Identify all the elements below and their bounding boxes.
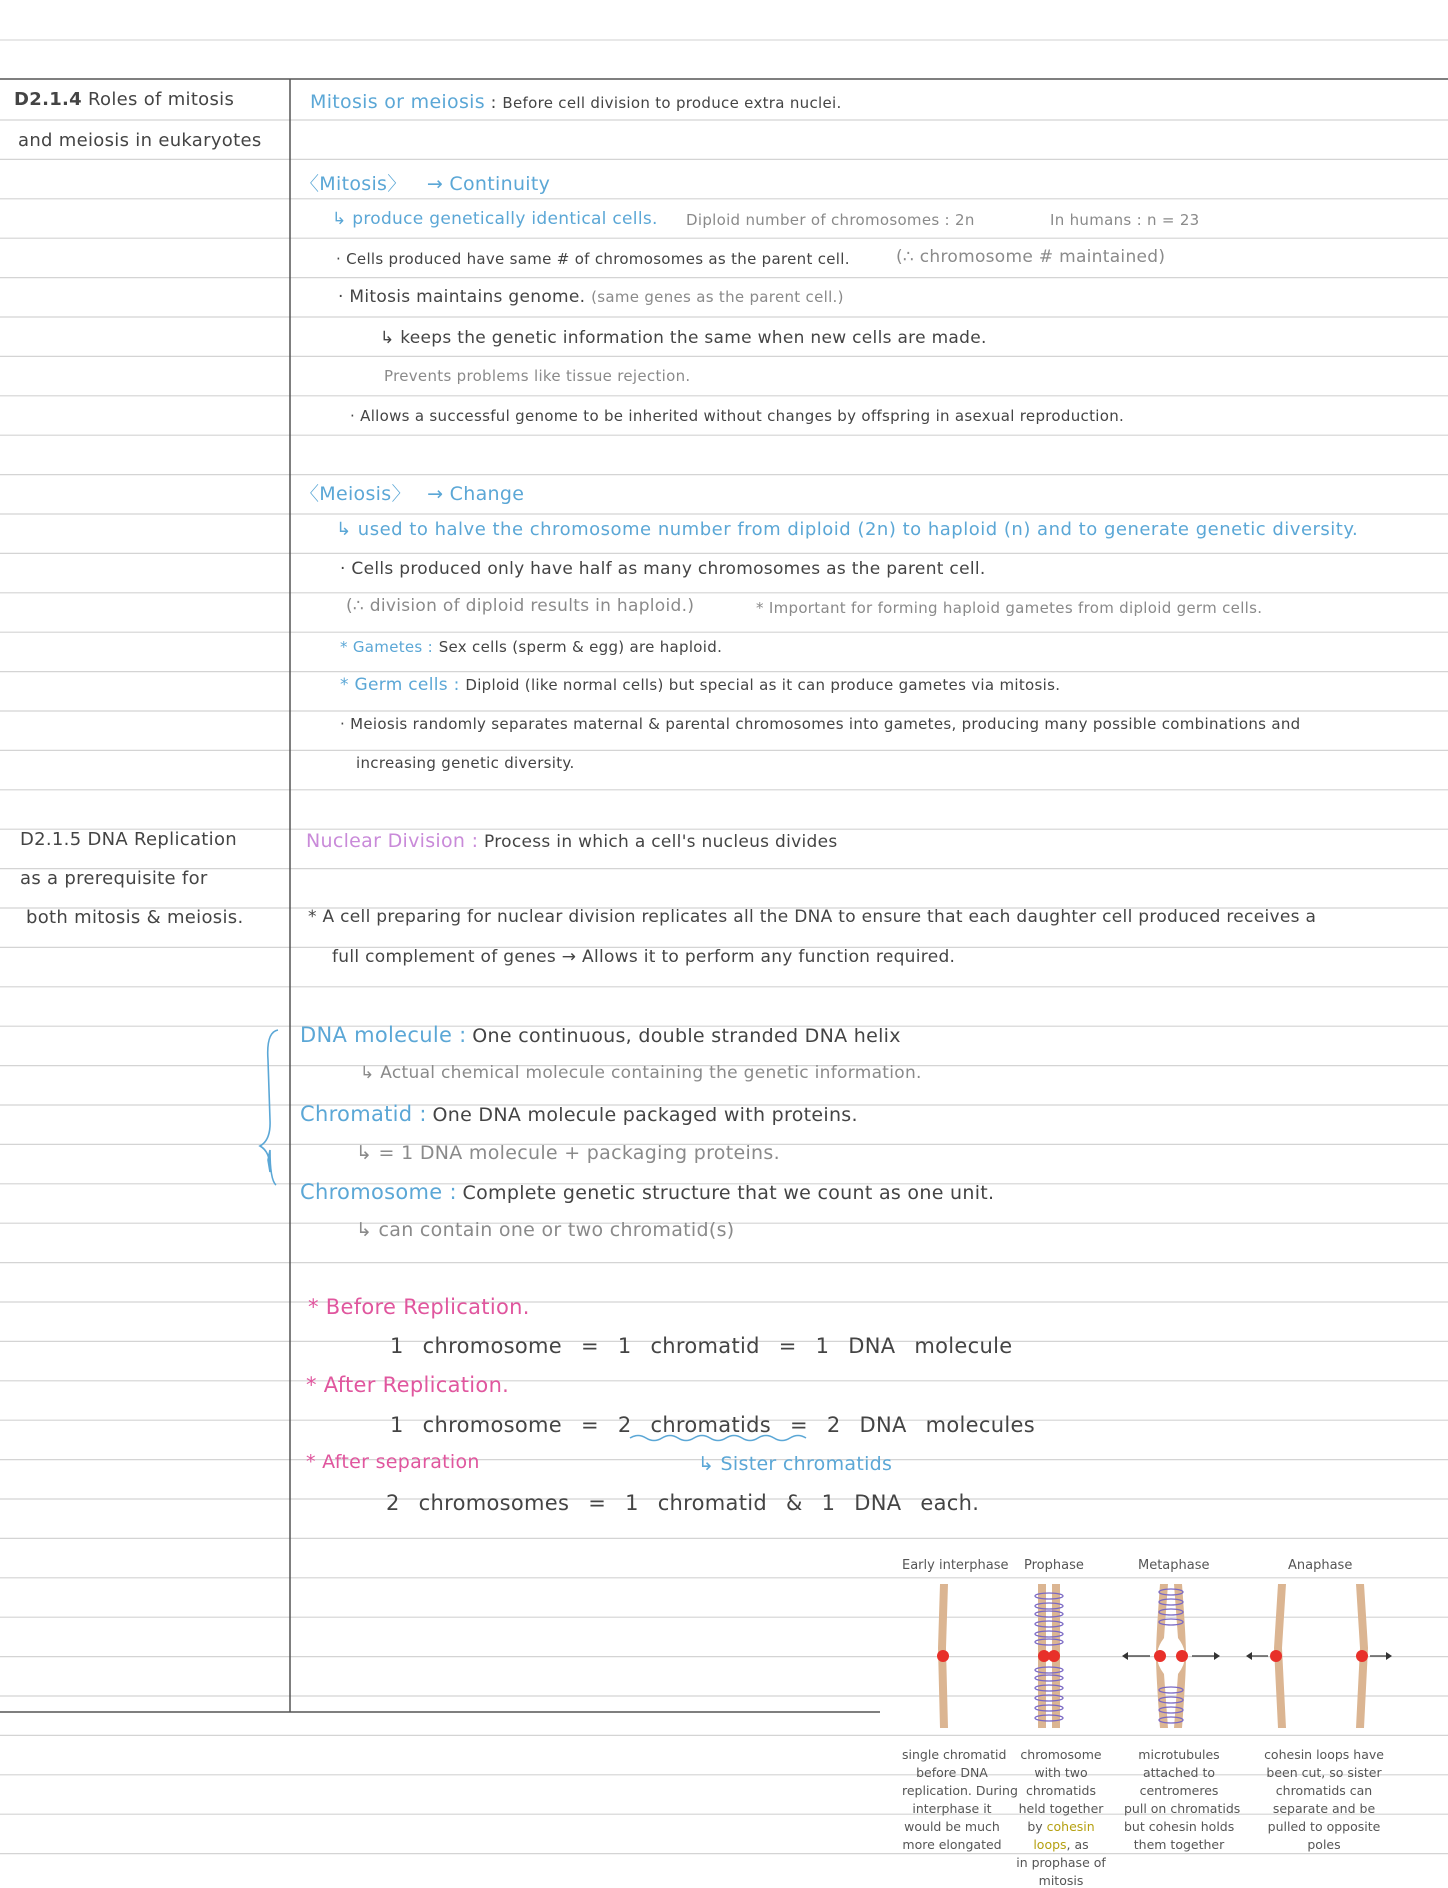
after-replication-eq-a: 1 chromosome = (390, 1413, 599, 1437)
dna-molecule-text: One continuous, double stranded DNA helix (472, 1025, 901, 1047)
meiosis-bullet-1: · Cells produced only have half as many chromosomes as the parent cell. (340, 559, 986, 579)
dna-molecule-def (300, 1023, 901, 1047)
section-1-title-line1 (14, 90, 234, 110)
chromosome-def (300, 1180, 994, 1204)
section-1-title: Roles of mitosis (88, 89, 235, 110)
chromatid-text: One DNA molecule packaged with proteins. (432, 1104, 858, 1126)
meiosis-bullet-2: · Meiosis randomly separates maternal & parental chromosomes into gametes, producing many possible combinations and (340, 715, 1301, 733)
dna-molecule-sub: ↳ Actual chemical molecule containing the genetic information. (360, 1063, 922, 1083)
mitosis-bullet-2-note: (same genes as the parent cell.) (591, 288, 844, 306)
chromosome-term: Chromosome : (300, 1180, 457, 1204)
chromatid-term: Chromatid : (300, 1102, 427, 1126)
caption-prophase-cohesin: cohesin (1046, 1819, 1095, 1834)
stage-label-early-interphase: Early interphase (902, 1558, 1009, 1573)
gametes-term: * Gametes : (340, 638, 433, 656)
brace-mark (260, 1030, 278, 1185)
meiosis-arrow: → Change (427, 483, 525, 505)
centromere (937, 1650, 949, 1662)
stage-label-anaphase: Anaphase (1288, 1558, 1353, 1573)
caption-prophase-pre: chromosome with two chromatids held together by (1018, 1747, 1104, 1834)
meiosis-sub: ↳ used to halve the chromosome number from diploid (2n) to haploid (n) and to generate genetic diversity. (336, 519, 1359, 540)
after-separation-equation: 2 chromosomes = 1 chromatid & 1 DNA each. (386, 1491, 980, 1515)
meiosis-bullet-1-star: * Important for forming haploid gametes from diploid germ cells. (756, 599, 1263, 617)
centromere (1048, 1650, 1060, 1662)
section-2-title-line1 (20, 830, 237, 850)
nuclear-star: * A cell preparing for nuclear division replicates all the DNA to ensure that each daughter cell produced receives a (308, 907, 1317, 927)
intro-text: Before cell division to produce extra nuclei. (502, 94, 842, 112)
intro-line (310, 91, 842, 113)
mitosis-heading-text: 〈Mitosis〉 (300, 173, 407, 195)
meiosis-bullet-2-cont: increasing genetic diversity. (356, 754, 575, 772)
section-1-code: D2.1.4 (14, 89, 82, 110)
mitosis-bullet-2-text: · Mitosis maintains genome. (338, 287, 586, 307)
intro-term: Mitosis or meiosis (310, 91, 485, 113)
mitosis-bullet-3: · Allows a successful genome to be inherited without changes by offspring in asexual reproduction. (350, 407, 1125, 425)
chromatid-def (300, 1102, 858, 1126)
after-separation-heading: * After separation (306, 1451, 480, 1473)
mitosis-bullet-2-sub2: Prevents problems like tissue rejection. (384, 367, 691, 385)
caption-early-interphase: single chromatid before DNA replication. During interphase it would be much more elongated (902, 1747, 1018, 1852)
prophase-chromosome (1035, 1584, 1063, 1728)
caption-prophase-loops: loops (1033, 1837, 1067, 1852)
nuclear-division-term: Nuclear Division : (306, 830, 479, 852)
caption-prophase-post: , as in prophase of mitosis (1016, 1837, 1106, 1888)
section-2-code: D2.1.5 (20, 829, 82, 850)
gametes-text: Sex cells (sperm & egg) are haploid. (438, 638, 723, 656)
germ-cells-term: * Germ cells : (340, 675, 460, 695)
before-replication-heading: * Before Replication. (308, 1295, 530, 1319)
nuclear-division-line (306, 830, 838, 852)
stage-label-prophase: Prophase (1024, 1558, 1084, 1573)
after-replication-equation (390, 1413, 1035, 1437)
anaphase-chromatids (1246, 1584, 1392, 1728)
germ-cells-line (340, 675, 1060, 695)
chromosome-text: Complete genetic structure that we count as one unit. (462, 1182, 995, 1204)
mitosis-bullet-1: · Cells produced have same # of chromosomes as the parent cell. (336, 250, 850, 268)
section-2-title: DNA Replication (87, 829, 237, 850)
meiosis-heading (300, 483, 524, 505)
after-replication-heading: * After Replication. (306, 1373, 510, 1397)
dna-molecule-term: DNA molecule : (300, 1023, 467, 1047)
mitosis-sub: ↳ produce genetically identical cells. (332, 209, 658, 229)
centromere (1356, 1650, 1368, 1662)
mitosis-arrow: → Continuity (426, 173, 551, 195)
nuclear-division-text: Process in which a cell's nucleus divides (484, 832, 838, 852)
mitosis-diploid: Diploid number of chromosomes : 2n (686, 211, 975, 229)
mitosis-humans: In humans : n = 23 (1050, 211, 1200, 229)
nuclear-star-cont: full complement of genes → Allows it to perform any function required. (332, 947, 956, 967)
section-2-title-line3: both mitosis & meiosis. (26, 907, 244, 928)
mitosis-heading (300, 173, 550, 195)
after-replication-eq-c: = 2 DNA molecules (790, 1413, 1035, 1437)
section-1-title-line2: and meiosis in eukaryotes (18, 130, 262, 151)
two-chromatids: 2 chromatids (617, 1413, 772, 1437)
metaphase-chromosome (1122, 1584, 1220, 1728)
meiosis-heading-text: 〈Meiosis〉 (300, 483, 411, 505)
sister-chromatids-note: ↳ Sister chromatids (698, 1453, 893, 1475)
mitosis-bullet-2 (338, 287, 844, 307)
caption-anaphase: cohesin loops have been cut, so sister chromatids can separate and be pulled to opposite poles (1264, 1747, 1384, 1852)
centromere (1154, 1650, 1166, 1662)
centromere (1176, 1650, 1188, 1662)
mitosis-bullet-2-sub: ↳ keeps the genetic information the same when new cells are made. (380, 328, 987, 348)
caption-prophase (1016, 1746, 1106, 1888)
chromosome-stages-figure (880, 1550, 1410, 1888)
chromatid-sub: ↳ = 1 DNA molecule + packaging proteins. (356, 1142, 780, 1164)
before-replication-equation: 1 chromosome = 1 chromatid = 1 DNA molecule (390, 1334, 1013, 1358)
chromosome-stages-drawing (880, 1578, 1410, 1738)
germ-cells-text: Diploid (like normal cells) but special as it can produce gametes via mitosis. (465, 676, 1061, 694)
section-2-title-line2: as a prerequisite for (20, 868, 208, 889)
gametes-line (340, 637, 722, 657)
meiosis-bullet-1-note: (∴ division of diploid results in haploid.) (346, 596, 695, 616)
stage-label-metaphase: Metaphase (1138, 1558, 1210, 1573)
caption-metaphase: microtubules attached to centromeres pull on chromatids but cohesin holds them together (1124, 1747, 1241, 1852)
intro-colon: : (490, 93, 497, 113)
chromosome-sub: ↳ can contain one or two chromatid(s) (356, 1219, 735, 1241)
centromere (1270, 1650, 1282, 1662)
mitosis-bullet-1-note: (∴ chromosome # maintained) (896, 247, 1166, 267)
interphase-chromatid (937, 1584, 949, 1728)
